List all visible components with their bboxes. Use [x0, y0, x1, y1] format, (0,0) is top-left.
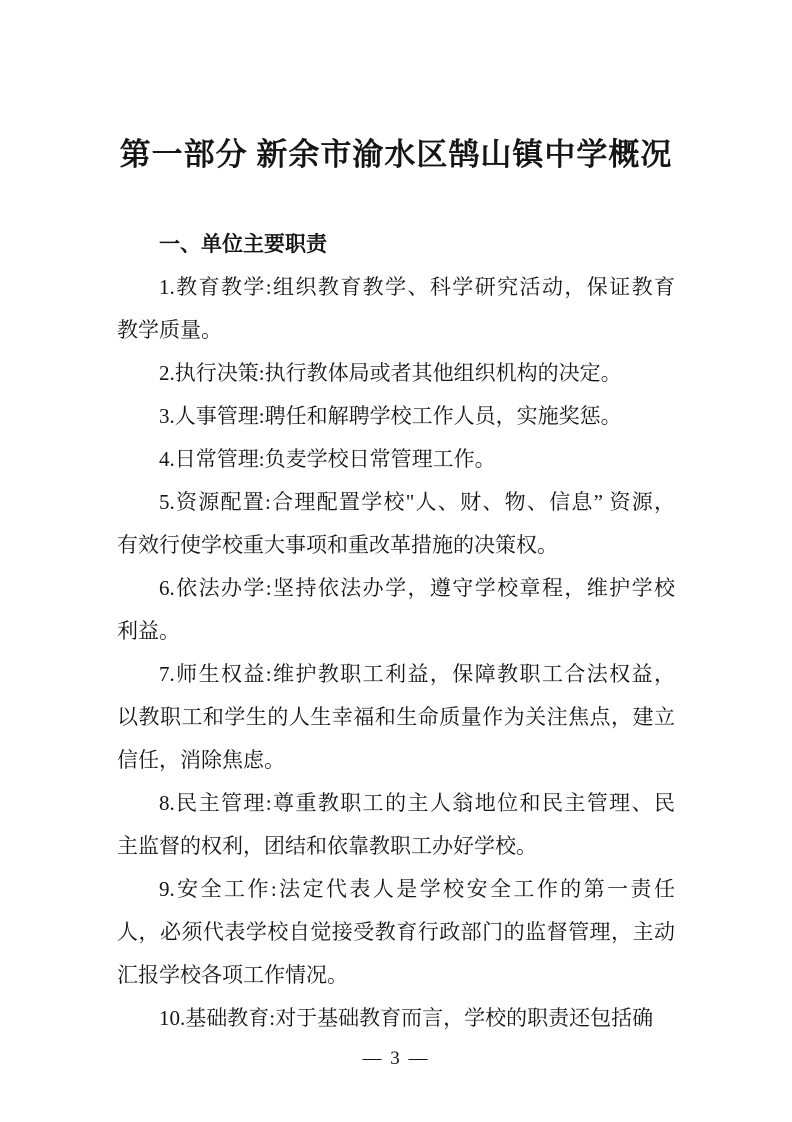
section-heading: 一、单位主要职责 [159, 233, 327, 256]
text-line: 教学质量。 [117, 318, 222, 342]
paragraph [117, 868, 675, 997]
text-line: 3.人事管理:聘任和解聘学校工作人员，实施奖惩。 [159, 404, 622, 428]
text-line: 主监督的权利，团结和依靠教职工办好学校。 [117, 834, 537, 858]
text-line: 2.执行决策:执行教体局或者其他组织机构的决定。 [159, 361, 622, 385]
paragraph [117, 567, 675, 653]
text-line: 5.资源配置:合理配置学校"人、财、物、信息” 资源， [159, 490, 675, 514]
paragraph [117, 782, 675, 868]
text-line: 信任，消除焦虑。 [117, 748, 285, 772]
text-line: 利益。 [117, 619, 180, 643]
page-title: 第一部分 新余市渝水区鹄山镇中学概况 [119, 137, 673, 172]
paragraph [117, 481, 675, 567]
text-line: 以教职工和学生的人生幸福和生命质量作为关注焦点，建立 [117, 705, 675, 729]
paragraph [117, 352, 675, 395]
text-line: 6.依法办学:坚持依法办学，遵守学校章程，维护学校 [159, 576, 675, 600]
paragraph [117, 997, 675, 1040]
text-line: 汇报学校各项工作情况。 [117, 963, 348, 987]
text-line: 9.安全工作:法定代表人是学校安全工作的第一责任 [159, 877, 675, 901]
text-line: 4.日常管理:负麦学校日常管理工作。 [159, 447, 496, 471]
text-line: 人，必须代表学校自觉接受教育行政部门的监督管理，主动 [117, 920, 675, 944]
text-line: 8.民主管理:尊重教职工的主人翁地位和民主管理、民 [159, 791, 675, 815]
paragraph [117, 395, 675, 438]
text-line: 10.基础教育:对于基础教育而言，学校的职责还包括确 [159, 1006, 654, 1030]
paragraph [117, 266, 675, 352]
paragraph [117, 438, 675, 481]
text-line: 1.教育教学:组织教育教学、科学研究活动，保证教育 [159, 275, 675, 299]
text-line: 7.师生权益:维护教职工利益，保障教职工合法权益， [159, 662, 675, 686]
text-line: 有效行使学校重大事项和重改革措施的决策权。 [117, 533, 558, 557]
document-body [117, 266, 675, 1040]
paragraph [117, 653, 675, 782]
page-number: — 3 — [362, 1048, 430, 1069]
